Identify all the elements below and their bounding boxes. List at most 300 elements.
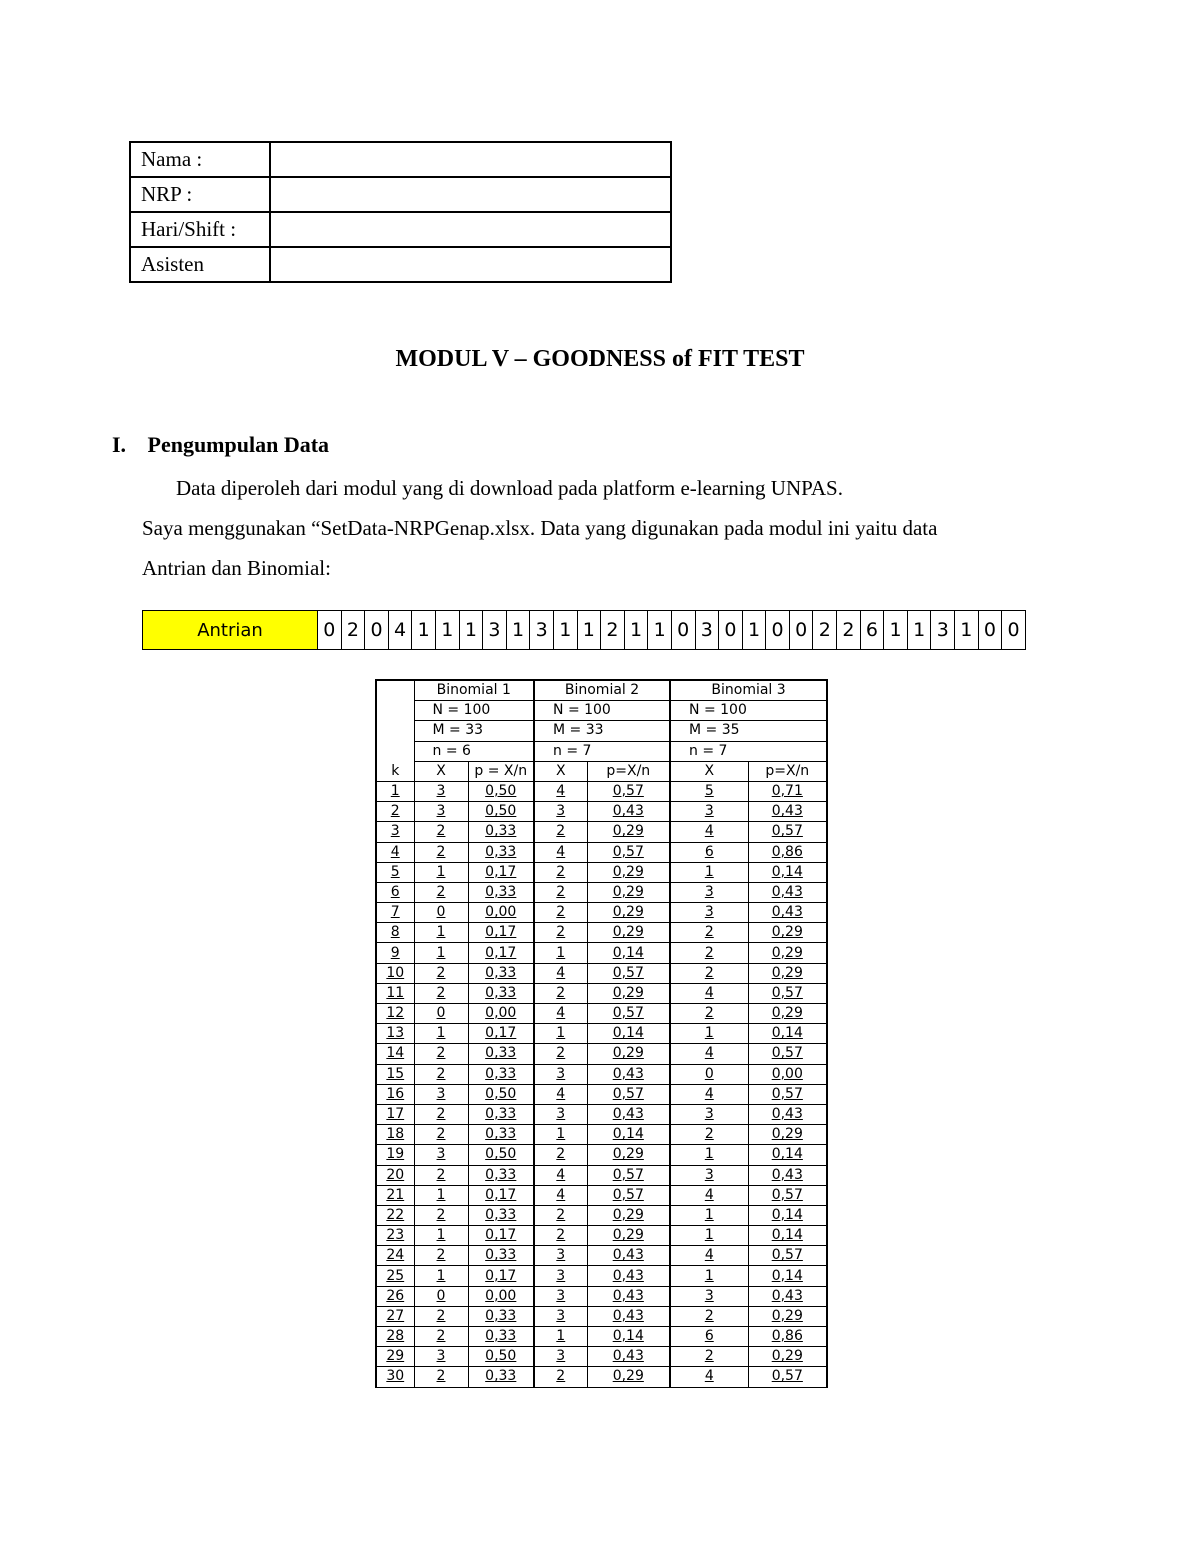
binomial-param-N: N = 100	[670, 701, 827, 721]
p3-cell: 0,14	[748, 1024, 827, 1044]
binomial-data-row	[376, 963, 827, 983]
binomial-data-row	[376, 862, 827, 882]
p1-cell: 0,50	[468, 802, 534, 822]
p1-cell: 0,33	[468, 1044, 534, 1064]
k-cell: 18	[376, 1125, 414, 1145]
p1-cell: 0,33	[468, 842, 534, 862]
k-cell: 14	[376, 1044, 414, 1064]
x2-cell: 2	[534, 1044, 587, 1064]
antrian-value: 1	[907, 611, 931, 650]
x2-cell: 2	[534, 1205, 587, 1225]
identity-label: NRP :	[130, 177, 270, 212]
x3-cell: 3	[670, 1165, 748, 1185]
x1-cell: 1	[414, 943, 468, 963]
p2-cell: 0,29	[587, 983, 670, 1003]
x2-cell: 2	[534, 1367, 587, 1387]
x1-cell: 3	[414, 1145, 468, 1165]
p1-cell: 0,17	[468, 1024, 534, 1044]
antrian-value: 1	[884, 611, 908, 650]
binomial-data-row	[376, 802, 827, 822]
identity-value-field	[270, 142, 671, 177]
p-column-header: p=X/n	[587, 761, 670, 781]
x3-cell: 2	[670, 1306, 748, 1326]
k-cell: 6	[376, 882, 414, 902]
x2-cell: 2	[534, 983, 587, 1003]
p3-cell: 0,86	[748, 1327, 827, 1347]
identity-row	[130, 212, 671, 247]
k-cell: 24	[376, 1246, 414, 1266]
p2-cell: 0,43	[587, 1064, 670, 1084]
binomial-data-row	[376, 903, 827, 923]
x3-cell: 4	[670, 1084, 748, 1104]
x2-cell: 4	[534, 842, 587, 862]
x2-cell: 4	[534, 781, 587, 801]
p3-cell: 0,14	[748, 1205, 827, 1225]
x3-cell: 2	[670, 923, 748, 943]
section-heading-text: Pengumpulan Data	[147, 432, 330, 457]
x3-cell: 2	[670, 1347, 748, 1367]
p1-cell: 0,33	[468, 882, 534, 902]
p2-cell: 0,57	[587, 842, 670, 862]
p2-cell: 0,29	[587, 1226, 670, 1246]
p2-cell: 0,29	[587, 822, 670, 842]
p3-cell: 0,29	[748, 1004, 827, 1024]
p2-cell: 0,14	[587, 1327, 670, 1347]
p2-cell: 0,43	[587, 1266, 670, 1286]
p1-cell: 0,00	[468, 1004, 534, 1024]
p3-cell: 0,43	[748, 802, 827, 822]
antrian-value: 1	[624, 611, 648, 650]
identity-label: Asisten	[130, 247, 270, 282]
p3-cell: 0,43	[748, 1104, 827, 1124]
binomial-param-N: N = 100	[534, 701, 670, 721]
p2-cell: 0,29	[587, 1367, 670, 1387]
x1-cell: 1	[414, 1185, 468, 1205]
binomial-param-n: n = 7	[534, 741, 670, 761]
binomial-data-row	[376, 1306, 827, 1326]
binomial-param-M: M = 33	[414, 721, 534, 741]
p1-cell: 0,33	[468, 1125, 534, 1145]
p3-cell: 0,43	[748, 903, 827, 923]
x1-cell: 2	[414, 842, 468, 862]
p1-cell: 0,33	[468, 1104, 534, 1124]
binomial-data-row	[376, 923, 827, 943]
identity-value-field	[270, 177, 671, 212]
x1-cell: 2	[414, 1064, 468, 1084]
x2-cell: 2	[534, 1226, 587, 1246]
x1-cell: 2	[414, 983, 468, 1003]
p1-cell: 0,33	[468, 1246, 534, 1266]
x1-cell: 2	[414, 963, 468, 983]
p2-cell: 0,43	[587, 1246, 670, 1266]
x2-cell: 3	[534, 802, 587, 822]
paragraph-dataset: Saya menggunakan “SetData-NRPGenap.xlsx. Data yang digunakan pada modul ini yaitu data	[142, 516, 938, 540]
binomial-data-row	[376, 1367, 827, 1387]
x1-cell: 1	[414, 1024, 468, 1044]
p1-cell: 0,33	[468, 1367, 534, 1387]
binomial-data-row	[376, 1084, 827, 1104]
binomial-param-n: n = 6	[414, 741, 534, 761]
x1-cell: 2	[414, 1104, 468, 1124]
p-column-header: p=X/n	[748, 761, 827, 781]
p3-cell: 0,00	[748, 1064, 827, 1084]
x2-cell: 3	[534, 1064, 587, 1084]
p3-cell: 0,29	[748, 1125, 827, 1145]
identity-label: Nama :	[130, 142, 270, 177]
antrian-value: 1	[506, 611, 530, 650]
x-column-header: X	[534, 761, 587, 781]
k-cell: 23	[376, 1226, 414, 1246]
binomial-group-name: Binomial 1	[414, 680, 534, 701]
x1-cell: 0	[414, 1286, 468, 1306]
antrian-value: 0	[978, 611, 1002, 650]
k-cell: 2	[376, 802, 414, 822]
binomial-data-row	[376, 1226, 827, 1246]
antrian-value: 0	[719, 611, 743, 650]
binomial-data-row	[376, 1246, 827, 1266]
x3-cell: 6	[670, 842, 748, 862]
x1-cell: 2	[414, 1044, 468, 1064]
k-cell: 20	[376, 1165, 414, 1185]
antrian-value: 0	[671, 611, 695, 650]
p2-cell: 0,43	[587, 1347, 670, 1367]
k-cell: 5	[376, 862, 414, 882]
paragraph-data-source: Data diperoleh dari modul yang di download pada platform e-learning UNPAS.	[176, 476, 843, 500]
binomial-data-row	[376, 1125, 827, 1145]
x3-cell: 3	[670, 1286, 748, 1306]
x1-cell: 0	[414, 903, 468, 923]
p1-cell: 0,50	[468, 1347, 534, 1367]
antrian-value: 3	[931, 611, 955, 650]
x1-cell: 1	[414, 923, 468, 943]
x2-cell: 2	[534, 923, 587, 943]
k-cell: 21	[376, 1185, 414, 1205]
x1-cell: 2	[414, 1306, 468, 1326]
k-cell: 12	[376, 1004, 414, 1024]
p2-cell: 0,43	[587, 802, 670, 822]
binomial-param-n: n = 7	[670, 741, 827, 761]
k-cell: 17	[376, 1104, 414, 1124]
binomial-data-row	[376, 1024, 827, 1044]
x2-cell: 3	[534, 1347, 587, 1367]
binomial-data-row	[376, 1347, 827, 1367]
x3-cell: 1	[670, 1226, 748, 1246]
x2-cell: 1	[534, 1024, 587, 1044]
x1-cell: 3	[414, 1347, 468, 1367]
x3-cell: 3	[670, 903, 748, 923]
identity-table	[129, 141, 672, 283]
binomial-group-name: Binomial 2	[534, 680, 670, 701]
antrian-value: 3	[483, 611, 507, 650]
x3-cell: 2	[670, 963, 748, 983]
p2-cell: 0,43	[587, 1104, 670, 1124]
p1-cell: 0,17	[468, 943, 534, 963]
p2-cell: 0,57	[587, 1084, 670, 1104]
p3-cell: 0,14	[748, 1145, 827, 1165]
antrian-value: 0	[789, 611, 813, 650]
p2-cell: 0,29	[587, 1145, 670, 1165]
x3-cell: 4	[670, 1367, 748, 1387]
x3-cell: 6	[670, 1327, 748, 1347]
k-cell: 3	[376, 822, 414, 842]
antrian-value: 2	[813, 611, 837, 650]
k-cell: 29	[376, 1347, 414, 1367]
x2-cell: 2	[534, 1145, 587, 1165]
x1-cell: 2	[414, 1165, 468, 1185]
antrian-value: 4	[388, 611, 412, 650]
antrian-value: 1	[577, 611, 601, 650]
p3-cell: 0,43	[748, 1286, 827, 1306]
x2-cell: 3	[534, 1286, 587, 1306]
binomial-data-row	[376, 1205, 827, 1225]
p2-cell: 0,43	[587, 1306, 670, 1326]
antrian-value: 1	[435, 611, 459, 650]
x2-cell: 3	[534, 1104, 587, 1124]
x3-cell: 4	[670, 1044, 748, 1064]
p2-cell: 0,57	[587, 781, 670, 801]
p3-cell: 0,14	[748, 1266, 827, 1286]
p1-cell: 0,17	[468, 1266, 534, 1286]
p1-cell: 0,00	[468, 903, 534, 923]
binomial-data-row	[376, 1327, 827, 1347]
x3-cell: 4	[670, 1185, 748, 1205]
x1-cell: 3	[414, 802, 468, 822]
binomial-data-row	[376, 1044, 827, 1064]
p1-cell: 0,33	[468, 1205, 534, 1225]
p3-cell: 0,14	[748, 862, 827, 882]
binomial-data-row	[376, 1064, 827, 1084]
p1-cell: 0,33	[468, 1327, 534, 1347]
p3-cell: 0,57	[748, 1246, 827, 1266]
x1-cell: 0	[414, 1004, 468, 1024]
antrian-value: 2	[601, 611, 625, 650]
x3-cell: 3	[670, 882, 748, 902]
antrian-value: 6	[860, 611, 884, 650]
x3-cell: 1	[670, 1266, 748, 1286]
binomial-param-row-N	[376, 701, 827, 721]
p2-cell: 0,14	[587, 1024, 670, 1044]
antrian-table	[142, 610, 1026, 650]
p3-cell: 0,57	[748, 822, 827, 842]
binomial-column-header-row	[376, 761, 827, 781]
antrian-value: 1	[955, 611, 979, 650]
p1-cell: 0,50	[468, 1084, 534, 1104]
p1-cell: 0,17	[468, 1185, 534, 1205]
binomial-data-row	[376, 842, 827, 862]
x1-cell: 1	[414, 862, 468, 882]
p2-cell: 0,29	[587, 862, 670, 882]
p2-cell: 0,29	[587, 1044, 670, 1064]
antrian-value: 0	[318, 611, 342, 650]
binomial-data-row	[376, 1104, 827, 1124]
x-column-header: X	[670, 761, 748, 781]
binomial-data-row	[376, 882, 827, 902]
antrian-value: 3	[695, 611, 719, 650]
binomial-table	[375, 679, 828, 1388]
x1-cell: 2	[414, 1125, 468, 1145]
binomial-data-row	[376, 1286, 827, 1306]
antrian-value: 1	[412, 611, 436, 650]
x2-cell: 2	[534, 903, 587, 923]
k-cell: 28	[376, 1327, 414, 1347]
x2-cell: 2	[534, 862, 587, 882]
x-column-header: X	[414, 761, 468, 781]
x2-cell: 1	[534, 943, 587, 963]
identity-row	[130, 177, 671, 212]
p3-cell: 0,57	[748, 983, 827, 1003]
binomial-param-row-n	[376, 741, 827, 761]
p2-cell: 0,57	[587, 1165, 670, 1185]
k-header: k	[376, 680, 414, 781]
p2-cell: 0,29	[587, 903, 670, 923]
p3-cell: 0,29	[748, 923, 827, 943]
p1-cell: 0,50	[468, 1145, 534, 1165]
x3-cell: 1	[670, 1145, 748, 1165]
binomial-param-M: M = 35	[670, 721, 827, 741]
antrian-value: 1	[742, 611, 766, 650]
x3-cell: 4	[670, 1246, 748, 1266]
binomial-data-row	[376, 983, 827, 1003]
x2-cell: 2	[534, 882, 587, 902]
p3-cell: 0,29	[748, 943, 827, 963]
paragraph-data-types: Antrian dan Binomial:	[142, 556, 331, 580]
x1-cell: 3	[414, 781, 468, 801]
antrian-row	[143, 611, 1026, 650]
x1-cell: 2	[414, 882, 468, 902]
p3-cell: 0,43	[748, 1165, 827, 1185]
x1-cell: 1	[414, 1226, 468, 1246]
antrian-label: Antrian	[143, 611, 318, 650]
x1-cell: 2	[414, 1327, 468, 1347]
x1-cell: 2	[414, 822, 468, 842]
binomial-data-row	[376, 1165, 827, 1185]
p1-cell: 0,33	[468, 1306, 534, 1326]
x3-cell: 2	[670, 943, 748, 963]
k-cell: 10	[376, 963, 414, 983]
p3-cell: 0,71	[748, 781, 827, 801]
p1-cell: 0,17	[468, 862, 534, 882]
p3-cell: 0,57	[748, 1044, 827, 1064]
p1-cell: 0,33	[468, 1165, 534, 1185]
x2-cell: 3	[534, 1246, 587, 1266]
section-number: I.	[112, 432, 127, 457]
p3-cell: 0,14	[748, 1226, 827, 1246]
p2-cell: 0,57	[587, 963, 670, 983]
x3-cell: 2	[670, 1125, 748, 1145]
p1-cell: 0,17	[468, 1226, 534, 1246]
k-cell: 16	[376, 1084, 414, 1104]
p1-cell: 0,17	[468, 923, 534, 943]
identity-value-field	[270, 212, 671, 247]
k-cell: 15	[376, 1064, 414, 1084]
k-cell: 26	[376, 1286, 414, 1306]
x3-cell: 4	[670, 983, 748, 1003]
p2-cell: 0,14	[587, 943, 670, 963]
p3-cell: 0,29	[748, 963, 827, 983]
x3-cell: 5	[670, 781, 748, 801]
p2-cell: 0,14	[587, 1125, 670, 1145]
x3-cell: 1	[670, 862, 748, 882]
antrian-value: 0	[365, 611, 389, 650]
p3-cell: 0,57	[748, 1185, 827, 1205]
x2-cell: 1	[534, 1125, 587, 1145]
k-cell: 1	[376, 781, 414, 801]
binomial-data-row	[376, 1004, 827, 1024]
antrian-value: 1	[648, 611, 672, 650]
k-cell: 8	[376, 923, 414, 943]
antrian-value: 3	[530, 611, 554, 650]
identity-row	[130, 142, 671, 177]
binomial-param-N: N = 100	[414, 701, 534, 721]
x1-cell: 2	[414, 1367, 468, 1387]
x3-cell: 1	[670, 1024, 748, 1044]
x1-cell: 3	[414, 1084, 468, 1104]
p1-cell: 0,33	[468, 983, 534, 1003]
p1-cell: 0,33	[468, 822, 534, 842]
k-cell: 27	[376, 1306, 414, 1326]
k-cell: 25	[376, 1266, 414, 1286]
p3-cell: 0,86	[748, 842, 827, 862]
p3-cell: 0,57	[748, 1084, 827, 1104]
x3-cell: 2	[670, 1004, 748, 1024]
k-cell: 9	[376, 943, 414, 963]
section-heading	[112, 432, 329, 458]
p2-cell: 0,57	[587, 1185, 670, 1205]
p3-cell: 0,43	[748, 882, 827, 902]
binomial-data-row	[376, 1185, 827, 1205]
x2-cell: 4	[534, 1185, 587, 1205]
x3-cell: 3	[670, 802, 748, 822]
binomial-group-name: Binomial 3	[670, 680, 827, 701]
binomial-data-row	[376, 943, 827, 963]
p2-cell: 0,29	[587, 1205, 670, 1225]
x2-cell: 1	[534, 1327, 587, 1347]
x2-cell: 3	[534, 1266, 587, 1286]
k-cell: 11	[376, 983, 414, 1003]
p3-cell: 0,57	[748, 1367, 827, 1387]
module-title: MODUL V – GOODNESS of FIT TEST	[395, 346, 805, 372]
x1-cell: 2	[414, 1246, 468, 1266]
x2-cell: 4	[534, 963, 587, 983]
k-cell: 7	[376, 903, 414, 923]
antrian-value: 0	[766, 611, 790, 650]
antrian-value: 2	[837, 611, 861, 650]
x1-cell: 2	[414, 1205, 468, 1225]
p2-cell: 0,57	[587, 1004, 670, 1024]
x3-cell: 4	[670, 822, 748, 842]
p3-cell: 0,29	[748, 1306, 827, 1326]
identity-row	[130, 247, 671, 282]
antrian-value: 0	[1002, 611, 1026, 650]
k-cell: 22	[376, 1205, 414, 1225]
k-cell: 30	[376, 1367, 414, 1387]
p1-cell: 0,33	[468, 1064, 534, 1084]
k-cell: 13	[376, 1024, 414, 1044]
antrian-value: 1	[459, 611, 483, 650]
antrian-value: 2	[341, 611, 365, 650]
identity-value-field	[270, 247, 671, 282]
binomial-data-row	[376, 781, 827, 801]
p2-cell: 0,43	[587, 1286, 670, 1306]
binomial-data-row	[376, 822, 827, 842]
k-cell: 19	[376, 1145, 414, 1165]
x2-cell: 4	[534, 1084, 587, 1104]
x2-cell: 3	[534, 1306, 587, 1326]
x2-cell: 4	[534, 1004, 587, 1024]
p2-cell: 0,29	[587, 923, 670, 943]
p-column-header: p = X/n	[468, 761, 534, 781]
p1-cell: 0,00	[468, 1286, 534, 1306]
